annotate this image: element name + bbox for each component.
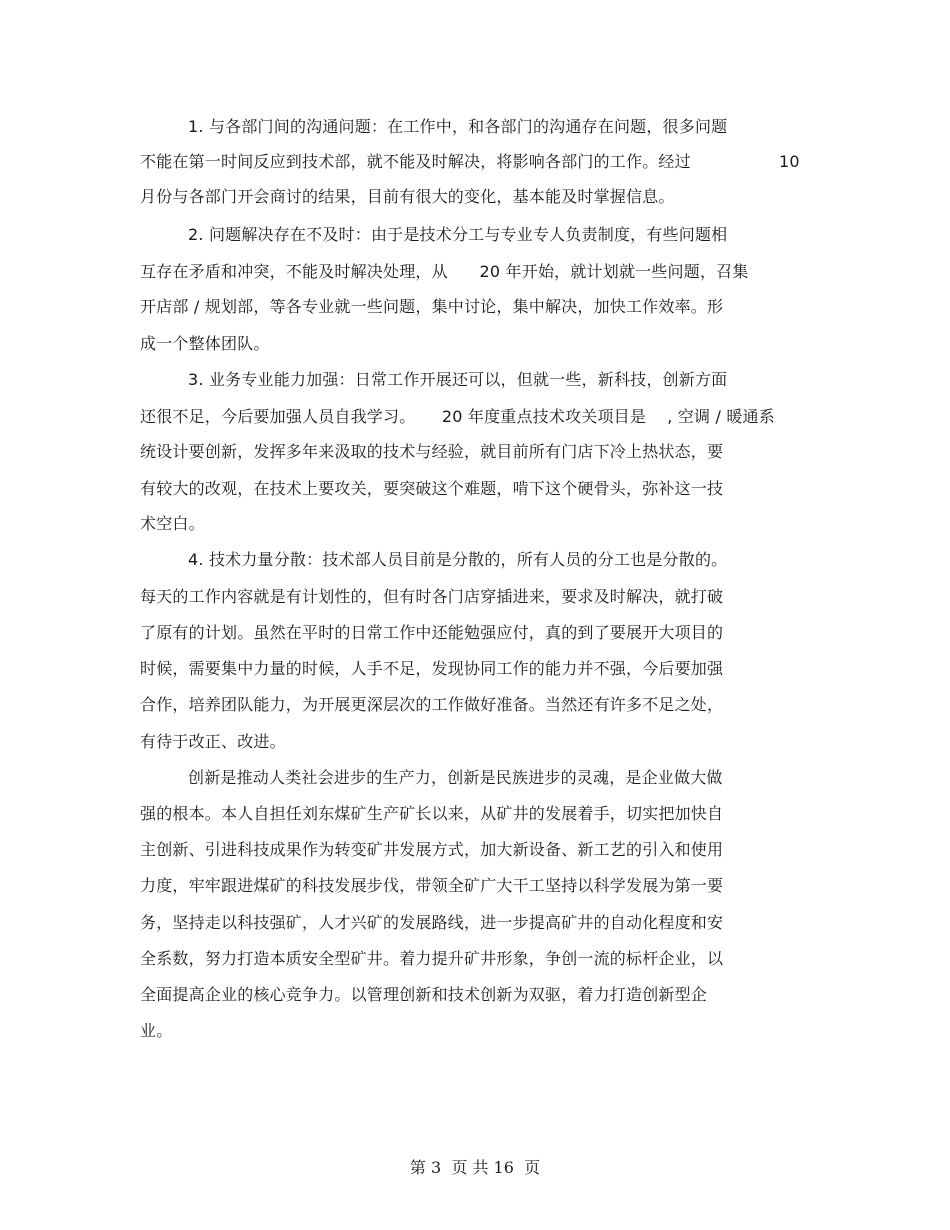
paragraph-2-line-3: 开店部 / 规划部，等各专业就一些问题，集中讨论，集中解决，加快工作效率。形 xyxy=(140,297,724,316)
paragraph-3-line-2: 还很不足，今后要加强人员自我学习。 20 年度重点技术攻关项目是 , 空调 / 暖通系 xyxy=(140,407,775,426)
paragraph-4-line-3: 了原有的计划。虽然在平时的日常工作中还能勉强应付，真的到了要展开大项目的 xyxy=(140,623,724,642)
paragraph-4-line-1: 4. 技术力量分散：技术部人员目前是分散的，所有人员的分工也是分散的。 xyxy=(188,550,728,569)
innovation-paragraph-line-8: 业。 xyxy=(140,1021,173,1040)
innovation-paragraph-line-3: 主创新、引进科技成果作为转变矿井发展方式，加大新设备、新工艺的引入和使用 xyxy=(140,840,724,859)
paragraph-3-line-5: 术空白。 xyxy=(140,514,205,533)
paragraph-1-line-1: 1. 与各部门间的沟通问题：在工作中，和各部门的沟通存在问题，很多问题 xyxy=(188,117,728,136)
innovation-paragraph-line-1: 创新是推动人类社会进步的生产力，创新是民族进步的灵魂，是企业做大做 xyxy=(188,768,723,787)
paragraph-1-line-2: 不能在第一时间反应到技术部，就不能及时解决，将影响各部门的工作。经过 xyxy=(140,152,691,171)
paragraph-4-line-2: 每天的工作内容就是有计划性的，但有时各门店穿插进来，要求及时解决，就打破 xyxy=(140,587,724,606)
innovation-paragraph-line-4: 力度，牢牢跟进煤矿的科技发展步伐，带领全矿广大干工坚持以科学发展为第一要 xyxy=(140,876,724,895)
innovation-paragraph-line-5: 务，坚持走以科技强矿，人才兴矿的发展路线，进一步提高矿井的自动化程度和安 xyxy=(140,913,724,932)
innovation-paragraph-line-6: 全系数，努力打造本质安全型矿井。着力提升矿井形象，争创一流的标杆企业，以 xyxy=(140,949,724,968)
innovation-paragraph-line-7: 全面提高企业的核心竞争力。以管理创新和技术创新为双驱，着力打造创新型企 xyxy=(140,985,708,1004)
paragraph-4-line-6: 有待于改正、改进。 xyxy=(140,732,286,751)
paragraph-3-line-4: 有较大的改观，在技术上要攻关，要突破这个难题，啃下这个硬骨头，弥补这一技 xyxy=(140,479,724,498)
paragraph-3-line-1: 3. 业务专业能力加强：日常工作开展还可以，但就一些，新科技，创新方面 xyxy=(188,370,728,389)
paragraph-3-line-3: 统设计要创新，发挥多年来汲取的技术与经验，就目前所有门店下冷上热状态，要 xyxy=(140,442,724,461)
paragraph-2-line-2: 互存在矛盾和冲突，不能及时解决处理，从 20 年开始，就计划就一些问题，召集 xyxy=(140,262,749,281)
page-number-footer: 第 3 页 共 16 页 xyxy=(409,1158,541,1177)
innovation-paragraph-line-2: 强的根本。本人自担任刘东煤矿生产矿长以来，从矿井的发展着手，切实把加快自 xyxy=(140,804,724,823)
paragraph-2-line-1: 2. 问题解决存在不及时：由于是技术分工与专业专人负责制度，有些问题相 xyxy=(188,225,728,244)
paragraph-4-line-5: 合作，培养团队能力，为开展更深层次的工作做好准备。当然还有许多不足之处， xyxy=(140,695,724,714)
paragraph-1-line-2-number: 10 xyxy=(779,152,800,171)
paragraph-2-line-4: 成一个整体团队。 xyxy=(140,334,270,353)
paragraph-1-line-3: 月份与各部门开会商讨的结果，目前有很大的变化，基本能及时掌握信息。 xyxy=(140,187,675,206)
paragraph-4-line-4: 时候，需要集中力量的时候，人手不足，发现协同工作的能力并不强，今后要加强 xyxy=(140,659,724,678)
